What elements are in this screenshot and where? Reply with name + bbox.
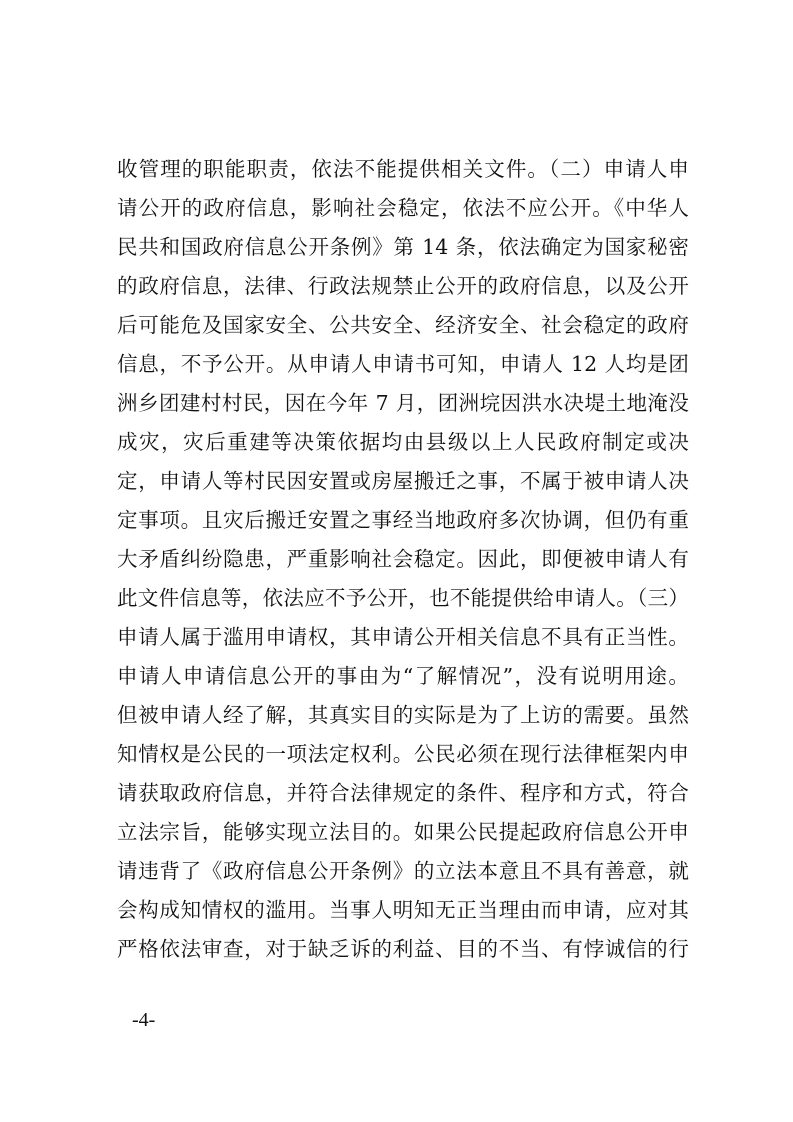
text-line: 大矛盾纠纷隐患，严重影响社会稳定。因此，即便被申请人有 xyxy=(117,547,689,571)
text-line: 收管理的职能职责，依法不能提供相关文件。（二）申请人申 xyxy=(117,157,689,181)
text-line: 知情权是公民的一项法定权利。公民必须在现行法律框架内申 xyxy=(117,742,689,766)
text-line: 后可能危及国家安全、公共安全、经济安全、社会稳定的政府 xyxy=(117,313,689,337)
text-line: 定事项。且灾后搬迁安置之事经当地政府多次协调，但仍有重 xyxy=(117,508,689,532)
text-line: 请违背了《政府信息公开条例》的立法本意且不具有善意，就 xyxy=(117,859,689,883)
text-line: 会构成知情权的滥用。当事人明知无正当理由而申请，应对其 xyxy=(117,898,689,922)
text-line: 民共和国政府信息公开条例》第 14 条，依法确定为国家秘密 xyxy=(117,235,689,259)
text-line: 此文件信息等，依法应不予公开，也不能提供给申请人。（三） xyxy=(117,586,689,610)
text-line: 成灾，灾后重建等决策依据均由县级以上人民政府制定或决 xyxy=(117,430,689,454)
text-line: 定，申请人等村民因安置或房屋搬迁之事，不属于被申请人决 xyxy=(117,469,689,493)
text-line: 请公开的政府信息，影响社会稳定，依法不应公开。《中华人 xyxy=(117,196,689,220)
body-text xyxy=(117,150,689,969)
text-line: 立法宗旨，能够实现立法目的。如果公民提起政府信息公开申 xyxy=(117,820,689,844)
text-line: 严格依法审查，对于缺乏诉的利益、目的不当、有悖诚信的行 xyxy=(117,937,689,961)
page-number: -4- xyxy=(132,1009,156,1031)
text-line: 申请人属于滥用申请权，其申请公开相关信息不具有正当性。 xyxy=(117,625,689,649)
text-line: 请获取政府信息，并符合法律规定的条件、程序和方式，符合 xyxy=(117,781,689,805)
text-line: 但被申请人经了解，其真实目的实际是为了上访的需要。虽然 xyxy=(117,703,689,727)
text-line: 信息，不予公开。从申请人申请书可知，申请人 12 人均是团 xyxy=(117,352,689,376)
text-line: 申请人申请信息公开的事由为“了解情况”，没有说明用途。 xyxy=(117,664,689,688)
text-line: 洲乡团建村村民，因在今年 7 月，团洲垸因洪水决堤土地淹没 xyxy=(117,391,689,415)
text-line: 的政府信息，法律、行政法规禁止公开的政府信息，以及公开 xyxy=(117,274,689,298)
